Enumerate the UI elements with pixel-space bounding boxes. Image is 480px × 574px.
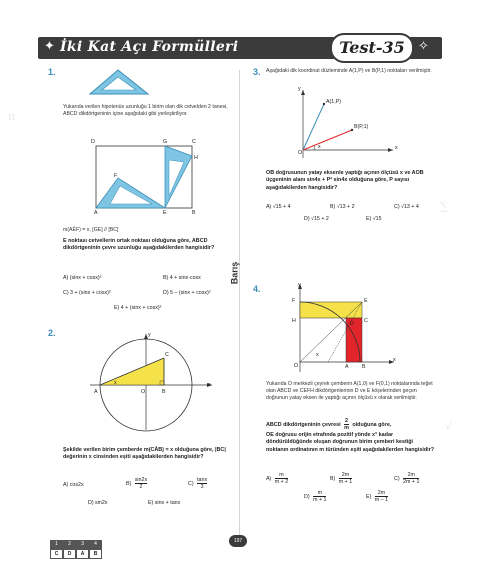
- figure-icon: ✦: [44, 38, 55, 53]
- option-label: C): [394, 475, 400, 482]
- question-text: Yukarıda verilen hipotenüs uzunluğu 1 birim olan dik cetvelden 2 tanesi, ABCD dikdörtgeninin içine aşağıdaki gibi yerleştiriliyor.: [63, 104, 228, 117]
- question-text: Aşağıdaki dik koordinat düzleminde A(1,P) ve B(P,1) noktaları verilmiştir.: [266, 68, 432, 74]
- fraction-denominator: m + 2: [274, 479, 289, 485]
- fraction-numerator: m: [275, 472, 288, 479]
- option-e[interactable]: E) √15: [366, 216, 382, 222]
- fraction-numerator: 2: [344, 418, 348, 424]
- option-label: C): [188, 480, 194, 487]
- answer-key-answer: B: [89, 549, 102, 559]
- point-label: C: [165, 352, 169, 358]
- axis-label: x: [395, 145, 398, 151]
- point-label: H: [292, 318, 296, 324]
- axis-label: y: [298, 282, 301, 288]
- point-label: O: [298, 150, 303, 156]
- option-e[interactable]: [366, 490, 388, 503]
- fraction-numerator: 2m: [339, 472, 352, 479]
- point-label: D: [350, 321, 354, 327]
- question-number: 4.: [253, 284, 261, 294]
- question-prompt: Şekilde verilen birim çemberde m(CÂB) = x olduğuna göre, |BC| değerinin x cinsinden eşiti aşağıdakilerden hangisidir?: [63, 447, 226, 461]
- option-a[interactable]: A) √15 + 4: [266, 204, 291, 210]
- prompt-part: olduğuna göre,: [352, 421, 392, 428]
- point-label: A(1,P): [326, 99, 342, 105]
- point-label: C: [192, 139, 196, 145]
- point-label: E: [364, 298, 368, 304]
- fraction-denominator: m – 1: [374, 497, 389, 503]
- point-label: C: [364, 318, 368, 324]
- axis-label: x: [393, 357, 396, 363]
- watermark: π: [8, 110, 16, 123]
- watermark: √: [445, 420, 453, 433]
- answer-key-number: 1: [50, 540, 63, 549]
- point-label: F: [114, 173, 118, 179]
- point-label: F: [292, 298, 296, 304]
- unit-circle-figure: [86, 330, 216, 435]
- fraction-denominator: 2m + 1: [403, 479, 420, 485]
- fraction-denominator: 3: [200, 484, 204, 490]
- fraction-numerator: sin2x: [134, 477, 148, 483]
- option-c[interactable]: [188, 477, 207, 490]
- answer-key-answer: D: [63, 549, 76, 559]
- option-b[interactable]: [126, 477, 147, 490]
- rectangle-figure: [62, 134, 212, 222]
- fraction-denominator: 2: [139, 484, 143, 490]
- answer-key-answer: A: [76, 549, 89, 559]
- option-label: D): [304, 493, 310, 500]
- fraction-denominator: m + 1: [338, 479, 353, 485]
- question-number: 1.: [48, 67, 56, 77]
- fraction-numerator: 2m: [375, 490, 388, 497]
- ruler-figure: [88, 68, 158, 98]
- option-e[interactable]: E) sinx + tanx: [148, 500, 181, 506]
- point-label: O: [141, 389, 146, 395]
- point-label: B: [162, 389, 166, 395]
- answer-key: [50, 540, 102, 559]
- question-number: 3.: [253, 67, 261, 77]
- figure-icon: ✧: [418, 38, 429, 53]
- quarter-circle-figure: [288, 282, 398, 374]
- option-e[interactable]: E) 4 + (sinx + cosx)²: [114, 305, 162, 311]
- answer-key-answer: C: [50, 549, 63, 559]
- answer-key-number: 4: [89, 540, 102, 549]
- prompt-part: ABCD dikdörtgeninin çevresi: [266, 421, 341, 428]
- axis-label: y: [298, 86, 301, 92]
- answer-key-number: 2: [63, 540, 76, 549]
- option-b[interactable]: B) 4 + sinx·cosx: [163, 275, 201, 281]
- angle-label: x: [316, 352, 319, 358]
- answer-key-number: 3: [76, 540, 89, 549]
- question-prompt-line: [266, 418, 436, 431]
- angle-label: x: [114, 380, 117, 386]
- fraction-numerator: tanx: [197, 477, 208, 483]
- option-a[interactable]: [266, 472, 288, 485]
- option-d[interactable]: D) √15 + 2: [304, 216, 329, 222]
- brand-label: Barış: [229, 261, 240, 285]
- question-prompt: E noktası cetvellerin ortak noktası olduğuna göre, ABCD dikdörtgeninin çevre uzunluğu aşağıdakilerden hangisidir?: [63, 238, 215, 252]
- point-label: O: [294, 363, 299, 369]
- fraction-numerator: 2m: [403, 472, 419, 479]
- given-text: m(AÊF) = x, [GE] // [BC]: [63, 227, 119, 233]
- point-label: B: [362, 364, 366, 370]
- option-c[interactable]: C) √13 + 4: [394, 204, 419, 210]
- option-label: A): [266, 475, 272, 482]
- header-title: İki Kat Açı Formülleri: [60, 39, 239, 55]
- point-label: D: [91, 139, 95, 145]
- point-label: A: [94, 210, 98, 216]
- fraction-denominator: m + 1: [313, 497, 327, 503]
- question-number: 2.: [48, 328, 56, 338]
- watermark: ∑: [440, 200, 448, 213]
- option-d[interactable]: [304, 490, 326, 503]
- page-number: 197: [229, 535, 247, 547]
- fraction-denominator: m: [344, 425, 349, 431]
- point-label: A: [94, 389, 98, 395]
- option-b[interactable]: B) √13 + 2: [330, 204, 355, 210]
- option-a[interactable]: A) (sinx + cosx)²: [63, 275, 102, 281]
- point-label: B: [192, 210, 196, 216]
- point-label: G: [163, 139, 168, 145]
- coordinate-figure: [288, 88, 398, 160]
- column-divider: [239, 70, 240, 540]
- option-label: E): [366, 493, 372, 500]
- option-a[interactable]: A) cos2x: [63, 482, 84, 488]
- question-prompt: OB doğrusunun yatay eksenle yaptığı açının ölçüsü x ve AOB üçgeninin alanı sin4x + P² sin4x olduğuna göre, P sayısı aşağıdakilerden hangisidir?: [266, 170, 424, 191]
- point-label: A: [345, 364, 349, 370]
- point-label: B(P,1): [354, 124, 369, 130]
- question-text: Yukarıda O merkezli çeyrek çemberin A(1,0) ve F(0,1) noktalarında teğet olan ABCD ve CEFH dikdörtgenlerinin D ve E köşelerinden geçen doğrunun yatay eksen ile yaptığı açının ölçüsü x olarak verilmiştir.: [266, 381, 433, 401]
- option-d[interactable]: D) sin2x: [88, 500, 108, 506]
- option-b[interactable]: [330, 472, 352, 485]
- option-label: B): [330, 475, 336, 482]
- option-d[interactable]: D) 5 – (sinx + cosx)²: [163, 290, 211, 296]
- point-label: H: [194, 155, 198, 161]
- fraction-numerator: m: [313, 490, 326, 497]
- option-c[interactable]: C) 3 + (sinx + cosx)²: [63, 290, 111, 296]
- point-label: E: [163, 210, 167, 216]
- test-number: Test-35: [330, 33, 414, 63]
- axis-label: x: [208, 382, 211, 388]
- option-label: B): [126, 480, 132, 487]
- axis-label: y: [148, 332, 151, 338]
- angle-label: x: [318, 144, 321, 150]
- question-prompt: OE doğrusu orijin etrafında pozitif yönde x° kadar döndürüldüğünde oluşan doğrunun birim çemberi kestiği noktanın ordinatının m türünden eşiti aşağıdakilerden hangisidir?: [266, 432, 435, 453]
- option-c[interactable]: [394, 472, 419, 485]
